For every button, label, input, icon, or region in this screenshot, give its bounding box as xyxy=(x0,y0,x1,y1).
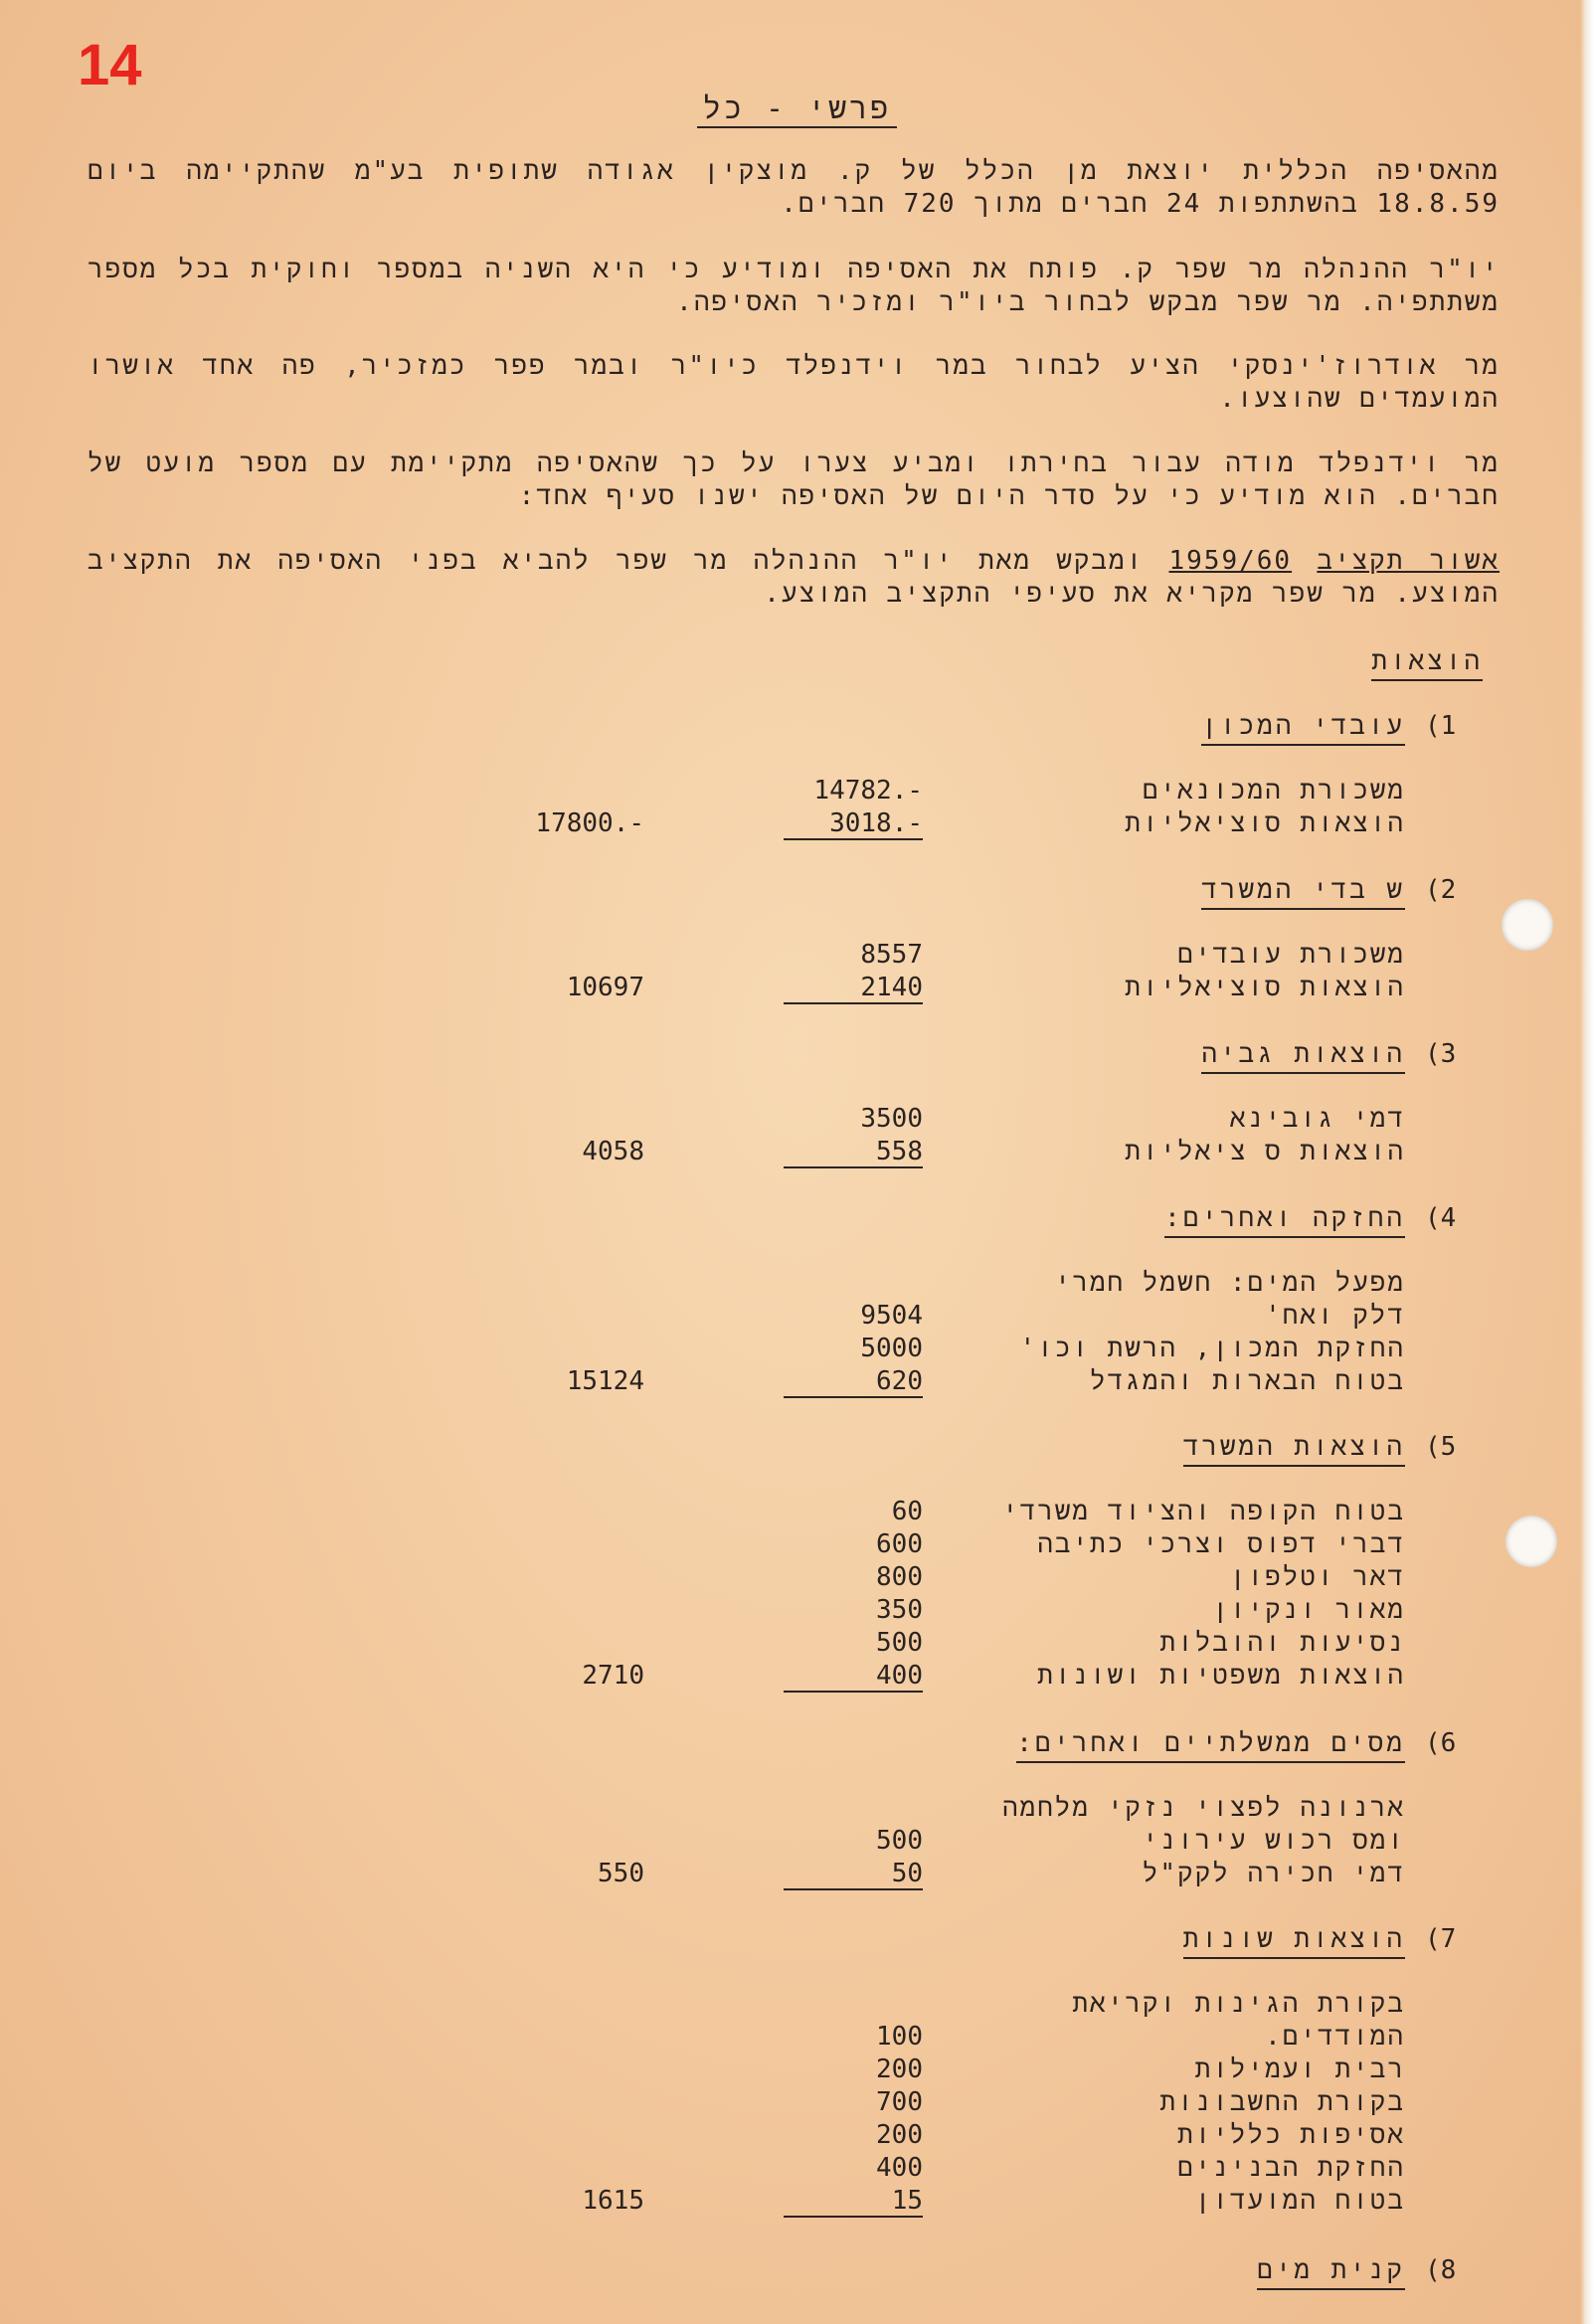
expense-row xyxy=(0,1497,1594,1529)
expense-label: מאור ונקיון xyxy=(1212,1595,1405,1625)
section-title: הוצאות גביה xyxy=(1201,1039,1405,1070)
expense-amount: 100 xyxy=(876,2022,923,2052)
section-title: הוצאות שונות xyxy=(1183,1924,1405,1955)
expense-amount: 9504 xyxy=(860,1301,923,1331)
expense-amount: 200 xyxy=(876,2120,923,2150)
expense-row xyxy=(0,1628,1594,1661)
section-title: החזקה ואחרים: xyxy=(1164,1203,1405,1234)
expense-amount: 8557 xyxy=(860,940,923,970)
expense-amount: 50 xyxy=(784,1859,923,1890)
expense-row xyxy=(0,2087,1594,2120)
expense-row xyxy=(0,1301,1594,1334)
expense-label: החזקת המכון, הרשת וכו' xyxy=(1019,1334,1405,1363)
expense-label: משכורת המכונאים xyxy=(1142,776,1405,805)
budget-approval-label: אשור תקציב xyxy=(1317,546,1500,576)
expense-row xyxy=(0,1104,1594,1137)
page-title: פרשי - כל xyxy=(0,91,1594,128)
section-number: (7 xyxy=(1425,1924,1457,1954)
paragraph-thanks: מר וידנפלד מודה עבור בחירתו ומביע צערו על כך שהאסיפה מתקיימת עם מספר מועט של חברים. הוא מודיע כי על סדר היום של האסיפה ישנו סעיף אחד: xyxy=(88,448,1500,511)
section-number: (4 xyxy=(1425,1203,1457,1233)
paragraph-opening: מהאסיפה הכללית יוצאת מן הכלל של ק. מוצקין אגודה שתופית בע"מ שהתקיימה ביום 18.8.59 בהשתתפות 24 חברים מתוך 720 חברים. xyxy=(88,156,1500,219)
expense-amount: 400 xyxy=(876,2153,923,2183)
expense-label: מפעל המים: חשמל חמרי xyxy=(1054,1268,1405,1298)
expense-row xyxy=(0,1793,1594,1826)
section-title: הוצאות המשרד xyxy=(1183,1432,1405,1463)
expense-row xyxy=(0,2153,1594,2186)
expense-amount: 620 xyxy=(784,1366,923,1398)
expense-label: הוצאות סוציאליות xyxy=(1125,808,1405,838)
expense-amount: 350 xyxy=(876,1595,923,1625)
section-number: (2 xyxy=(1425,875,1457,905)
expense-row xyxy=(0,1826,1594,1859)
expense-amount: 400 xyxy=(784,1661,923,1693)
expense-label: המודדים. xyxy=(1265,2022,1405,2052)
expense-label: דברי דפוס וצרכי כתיבה xyxy=(1037,1529,1405,1559)
expense-label: דאר וטלפון xyxy=(1229,1562,1405,1592)
expense-amount: 500 xyxy=(876,1628,923,1658)
expense-label: הוצאות סוציאליות xyxy=(1125,973,1405,1002)
expense-amount: 800 xyxy=(876,1562,923,1592)
section-total: 2710 xyxy=(582,1661,644,1691)
expense-label: דלק ואח' xyxy=(1265,1301,1405,1331)
expense-label: משכורת עובדים xyxy=(1177,940,1405,970)
expense-label: בקורת הגינות וקריאת xyxy=(1072,1989,1405,2019)
section-title: עובדי המכון xyxy=(1201,711,1405,742)
expense-label: אסיפות כלליות xyxy=(1177,2120,1405,2150)
section-number: (1 xyxy=(1425,711,1457,741)
page-number: 14 xyxy=(78,33,142,97)
expense-amount: 3018.- xyxy=(784,808,923,840)
expense-row xyxy=(0,1137,1594,1169)
punch-hole-top xyxy=(1502,899,1553,951)
expense-label: ומס רכוש עירוני xyxy=(1142,1826,1405,1856)
paragraph-election: מר אודרוז'ינסקי הציע לבחור במר וידנפלד כיו"ר ובמר פפר כמזכיר, פה אחד אושרו המועמדים שהוצעו. xyxy=(88,351,1500,414)
paragraph-chairman: יו"ר ההנהלה מר שפר ק. פותח את האסיפה ומודיע כי היא השניה במספר וחוקית בכל מספר משתתפיה. מר שפר מבקש לבחור ביו"ר ומזכיר האסיפה. xyxy=(88,255,1500,317)
expense-label: דמי חכירה לקק"ל xyxy=(1142,1859,1405,1888)
section-title: מסים ממשלתיים ואחרים: xyxy=(1016,1728,1405,1759)
expense-label: בקורת החשבונות xyxy=(1159,2087,1405,2117)
expense-label: נסיעות והובלות xyxy=(1159,1628,1405,1658)
section-number: (5 xyxy=(1425,1432,1457,1462)
section-title: קנית מים xyxy=(1257,2255,1405,2286)
expense-label: הוצאות ס ציאליות xyxy=(1125,1137,1405,1166)
budget-year: 1959/60 xyxy=(1168,546,1293,576)
section-number: (3 xyxy=(1425,1039,1457,1069)
expense-label: החזקת הבנינים xyxy=(1177,2153,1405,2183)
expense-row xyxy=(0,776,1594,808)
expense-row xyxy=(0,2120,1594,2153)
expense-row xyxy=(0,2186,1594,2219)
expense-row xyxy=(0,1661,1594,1694)
expense-label: רבית ועמילות xyxy=(1194,2055,1405,2084)
expense-amount: 600 xyxy=(876,1529,923,1559)
expense-amount: 558 xyxy=(784,1137,923,1168)
expense-row xyxy=(0,2055,1594,2087)
expense-amount: 200 xyxy=(876,2055,923,2084)
expense-amount: 700 xyxy=(876,2087,923,2117)
expense-row xyxy=(0,1366,1594,1399)
expense-amount: 5000 xyxy=(860,1334,923,1363)
expense-label: ארנונה לפצוי נזקי מלחמה xyxy=(1001,1793,1405,1823)
expense-row xyxy=(0,1529,1594,1562)
expense-row xyxy=(0,808,1594,841)
punch-hole-bottom xyxy=(1505,1516,1557,1567)
expense-row xyxy=(0,1562,1594,1595)
expense-row xyxy=(0,2022,1594,2055)
expense-label: בטוח הבארות והמגדל xyxy=(1090,1366,1405,1396)
section-total: 4058 xyxy=(582,1137,644,1166)
expense-row xyxy=(0,1989,1594,2022)
section-number: (6 xyxy=(1425,1728,1457,1758)
expense-amount: 14782.- xyxy=(813,776,923,805)
expense-label: בטוח הקופה והציוד משרדי xyxy=(1001,1497,1405,1526)
expense-amount: 3500 xyxy=(860,1104,923,1134)
section-number: (8 xyxy=(1425,2255,1457,2285)
expenses-heading: הוצאות xyxy=(1371,646,1483,677)
section-total: 550 xyxy=(598,1859,644,1888)
expense-amount: 60 xyxy=(891,1497,923,1526)
paragraph-budget: אשור תקציב 1959/60 ומבקש מאת יו"ר ההנהלה מר שפר להביא בפני האסיפה את התקציב המוצע. מר שפר מקריא את סעיפי התקציב המוצע. xyxy=(88,546,1500,609)
expense-row xyxy=(0,1595,1594,1628)
section-total: 10697 xyxy=(566,973,644,1002)
expense-amount: 2140 xyxy=(784,973,923,1004)
section-total: 15124 xyxy=(566,1366,644,1396)
expense-amount: 500 xyxy=(876,1826,923,1856)
section-total: 17800.- xyxy=(535,808,644,838)
section-title: ש בדי המשרד xyxy=(1201,875,1405,906)
expense-label: דמי גובינא xyxy=(1229,1104,1405,1134)
section-total: 1615 xyxy=(582,2186,644,2216)
expense-amount: 15 xyxy=(784,2186,923,2218)
expense-row xyxy=(0,1859,1594,1891)
expense-row xyxy=(0,1268,1594,1301)
expense-row xyxy=(0,1334,1594,1366)
expense-row xyxy=(0,973,1594,1005)
expense-label: הוצאות משפטיות ושונות xyxy=(1037,1661,1405,1691)
expense-row xyxy=(0,940,1594,973)
expense-label: בטוח המועדון xyxy=(1194,2186,1405,2216)
